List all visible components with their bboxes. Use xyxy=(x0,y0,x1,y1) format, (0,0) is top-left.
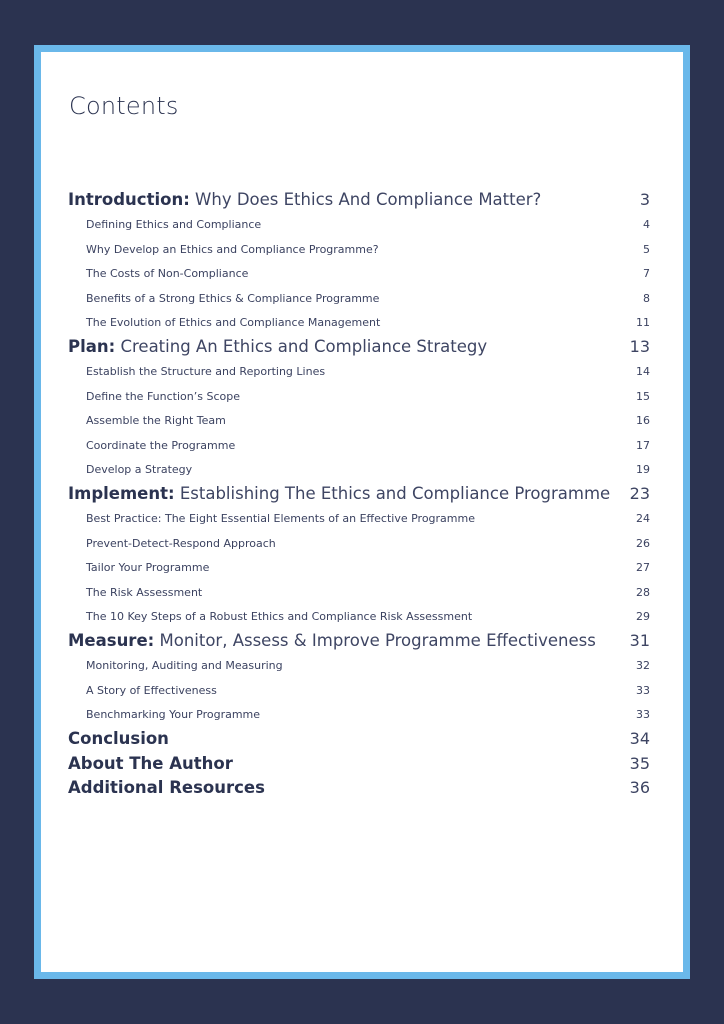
toc-subsection[interactable] xyxy=(68,580,650,605)
toc-subsection-title: The 10 Key Steps of a Robust Ethics and Compliance Risk Assessment xyxy=(86,610,473,624)
toc-page-number: 24 xyxy=(636,512,650,526)
toc-subsection[interactable] xyxy=(68,507,650,532)
toc-section-heading: Introduction: xyxy=(68,190,190,209)
toc-section-heading: Conclusion xyxy=(68,729,169,748)
toc-page-number: 7 xyxy=(643,267,650,281)
toc-subsection-title: Develop a Strategy xyxy=(86,463,193,477)
toc-subsection-title: Coordinate the Programme xyxy=(86,438,236,452)
toc-subsection-title: Best Practice: The Eight Essential Elements of an Effective Programme xyxy=(86,512,475,526)
toc-page-number: 17 xyxy=(636,438,650,452)
toc-page-number: 35 xyxy=(629,753,650,773)
toc-section-label xyxy=(68,188,541,213)
toc-subsection[interactable] xyxy=(68,703,650,728)
page-title: Contents xyxy=(69,92,179,120)
toc-page-number: 33 xyxy=(636,683,650,697)
toc-subsection[interactable] xyxy=(68,360,650,385)
toc-subsection-title: Monitoring, Auditing and Measuring xyxy=(86,659,283,673)
toc-subsection-title: Establish the Structure and Reporting Lines xyxy=(86,365,326,379)
toc-section[interactable] xyxy=(68,629,650,654)
toc-section[interactable] xyxy=(68,776,650,801)
toc-subsection[interactable] xyxy=(68,311,650,336)
toc-page-number: 31 xyxy=(629,631,650,650)
toc-subsection[interactable] xyxy=(68,262,650,287)
toc-subsection[interactable] xyxy=(68,286,650,311)
toc-subsection[interactable] xyxy=(68,213,650,238)
toc-subsection-title: Prevent-Detect-Respond Approach xyxy=(86,536,276,550)
toc-page-number: 16 xyxy=(636,414,650,428)
toc-section-label xyxy=(68,335,487,360)
toc-page-number: 27 xyxy=(636,561,650,575)
toc-section[interactable] xyxy=(68,727,650,752)
toc-subsection-title: The Risk Assessment xyxy=(86,585,203,599)
toc-subsection-title: Assemble the Right Team xyxy=(86,414,226,428)
toc-page-number: 26 xyxy=(636,536,650,550)
toc-section-title: Establishing The Ethics and Compliance Programme xyxy=(174,484,611,503)
toc-section-label xyxy=(68,752,233,777)
toc-section-label xyxy=(68,776,265,801)
toc-section-label xyxy=(68,482,610,507)
toc-section-heading: Measure: xyxy=(68,631,155,650)
toc-section-heading: Additional Resources xyxy=(68,778,265,797)
toc-subsection[interactable] xyxy=(68,678,650,703)
toc-page-number: 8 xyxy=(643,291,650,305)
toc-subsection-title: Define the Function’s Scope xyxy=(86,389,240,403)
toc-subsection-title: Why Develop an Ethics and Compliance Programme? xyxy=(86,242,379,256)
toc-subsection-title: Benefits of a Strong Ethics & Compliance Programme xyxy=(86,291,380,305)
toc-page-number: 13 xyxy=(629,337,650,356)
table-of-contents xyxy=(68,188,650,801)
toc-section[interactable] xyxy=(68,188,650,213)
contents-page xyxy=(41,52,683,972)
toc-subsection[interactable] xyxy=(68,433,650,458)
toc-section[interactable] xyxy=(68,752,650,777)
toc-subsection-title: A Story of Effectiveness xyxy=(86,683,217,697)
toc-subsection-title: The Costs of Non-Compliance xyxy=(86,267,249,281)
toc-subsection[interactable] xyxy=(68,458,650,483)
toc-page-number: 4 xyxy=(643,218,650,232)
toc-section-label xyxy=(68,727,169,752)
toc-section-heading: About The Author xyxy=(68,753,233,773)
toc-page-number: 29 xyxy=(636,610,650,624)
toc-subsection-title: Benchmarking Your Programme xyxy=(86,708,261,722)
toc-page-number: 36 xyxy=(629,778,650,797)
toc-section-title: Creating An Ethics and Compliance Strategy xyxy=(115,337,488,356)
toc-page-number: 11 xyxy=(636,316,650,330)
toc-subsection[interactable] xyxy=(68,384,650,409)
toc-subsection[interactable] xyxy=(68,605,650,630)
toc-subsection-title: Defining Ethics and Compliance xyxy=(86,218,262,232)
toc-section[interactable] xyxy=(68,335,650,360)
toc-subsection[interactable] xyxy=(68,237,650,262)
toc-page-number: 3 xyxy=(639,190,650,209)
toc-page-number: 19 xyxy=(636,463,650,477)
toc-page-number: 5 xyxy=(643,242,650,256)
toc-subsection[interactable] xyxy=(68,654,650,679)
toc-section-heading: Plan: xyxy=(68,337,116,356)
toc-section-title: Monitor, Assess & Improve Programme Effectiveness xyxy=(154,631,596,650)
toc-section-title: Why Does Ethics And Compliance Matter? xyxy=(189,190,542,209)
toc-page-number: 15 xyxy=(636,389,650,403)
toc-page-number: 34 xyxy=(629,729,650,748)
toc-subsection-title: Tailor Your Programme xyxy=(86,561,210,575)
toc-page-number: 28 xyxy=(636,585,650,599)
toc-page-number: 23 xyxy=(629,484,650,503)
toc-section[interactable] xyxy=(68,482,650,507)
toc-page-number: 14 xyxy=(636,365,650,379)
toc-page-number: 32 xyxy=(636,659,650,673)
toc-subsection[interactable] xyxy=(68,556,650,581)
toc-subsection-title: The Evolution of Ethics and Compliance Management xyxy=(86,316,381,330)
toc-section-label xyxy=(68,629,596,654)
toc-subsection[interactable] xyxy=(68,531,650,556)
toc-subsection[interactable] xyxy=(68,409,650,434)
toc-section-heading: Implement: xyxy=(68,484,175,503)
toc-page-number: 33 xyxy=(636,708,650,722)
